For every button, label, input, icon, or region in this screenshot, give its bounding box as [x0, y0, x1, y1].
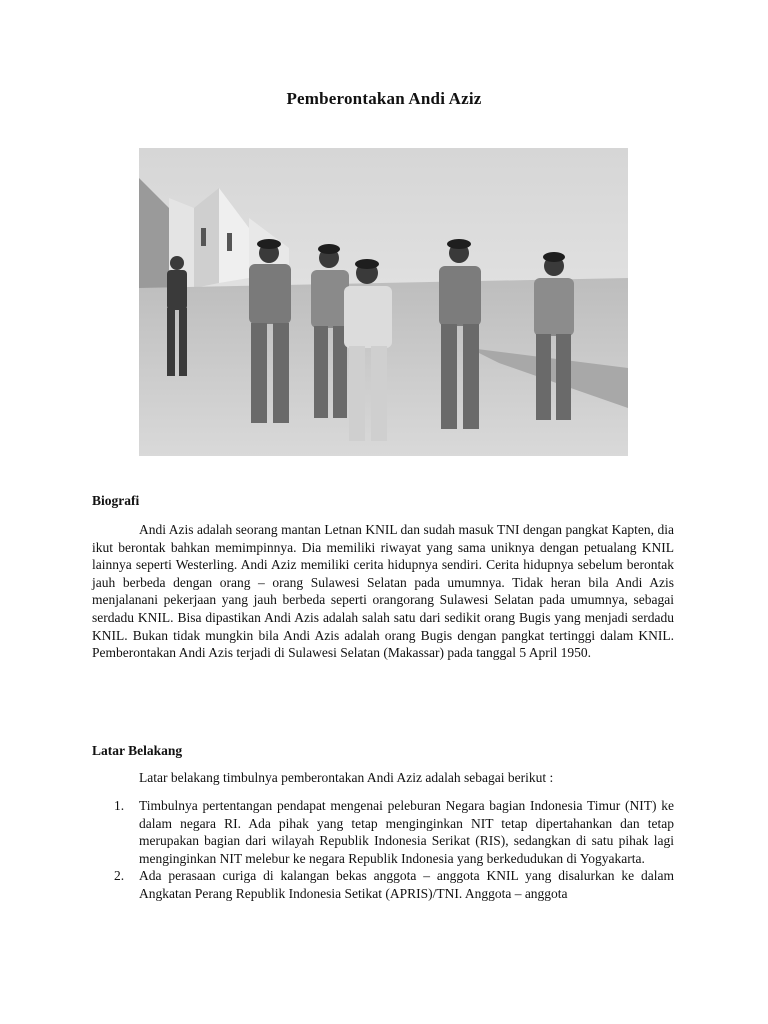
section-heading-latar-belakang: Latar Belakang — [92, 743, 183, 758]
biografi-paragraph: Andi Azis adalah seorang mantan Letnan KNIL dan sudah masuk TNI dengan pangkat Kapten, dia ikut berontak bahkan memimpinnya. Dia memiliki riwayat yang sama uniknya dengan petualang KNIL lainnya seperti Westerling. Andi Aziz memiliki cerita hidupnya sendiri. Cerita hidupnya sebelum berontak jauh berbeda dengan orang – orang Sulawesi Selatan pada umumnya. Tidak heran bila Andi Azis menjalanani pekerjaan yang jauh berbeda seperti orangorang Sulawesi Selatan pada umumnya, sebagai serdadu KNIL. Bisa dipastikan Andi Azis adalah salah satu dari sedikit orang Bugis yang menjadi serdadu KNIL. Bukan tidak mungkin bila Andi Azis adalah orang Bugis dengan pangkat tertinggi dalam KNIL. Pemberontakan Andi Azis terjadi di Sulawesi Selatan (Makassar) pada tanggal 5 April 1950. — [92, 522, 674, 661]
list-item-text: Ada perasaan curiga di kalangan bekas anggota – anggota KNIL yang disalurkan ke dalam Angkatan Perang Republik Indonesia Setikat (APRIS)/TNI. Anggota – anggota — [139, 868, 674, 901]
historical-photo — [139, 148, 628, 456]
list-item — [92, 867, 674, 902]
list-item-text: Timbulnya pertentangan pendapat mengenai peleburan Negara bagian Indonesia Timur (NIT) ke dalam negara RI. Ada pihak yang tetap menginginkan NIT tetap dipertahankan dan tetap merupakan bagian dari wilayah Republik Indonesia Serikat (RIS), sedangkan di satu pihak lagi menginginkan NIT melebur ke negara Republik Indonesia yang berkedudukan di Yogyakarta. — [139, 798, 674, 866]
latar-belakang-list — [92, 797, 674, 903]
latar-belakang-intro: Latar belakang timbulnya pemberontakan Andi Aziz adalah sebagai berikut : — [139, 770, 554, 785]
document-title: Pemberontakan Andi Aziz — [286, 89, 482, 108]
list-item — [92, 797, 674, 867]
list-item-number: 2. — [114, 868, 125, 884]
section-heading-biografi: Biografi — [92, 493, 140, 508]
list-item-number: 1. — [114, 798, 125, 813]
